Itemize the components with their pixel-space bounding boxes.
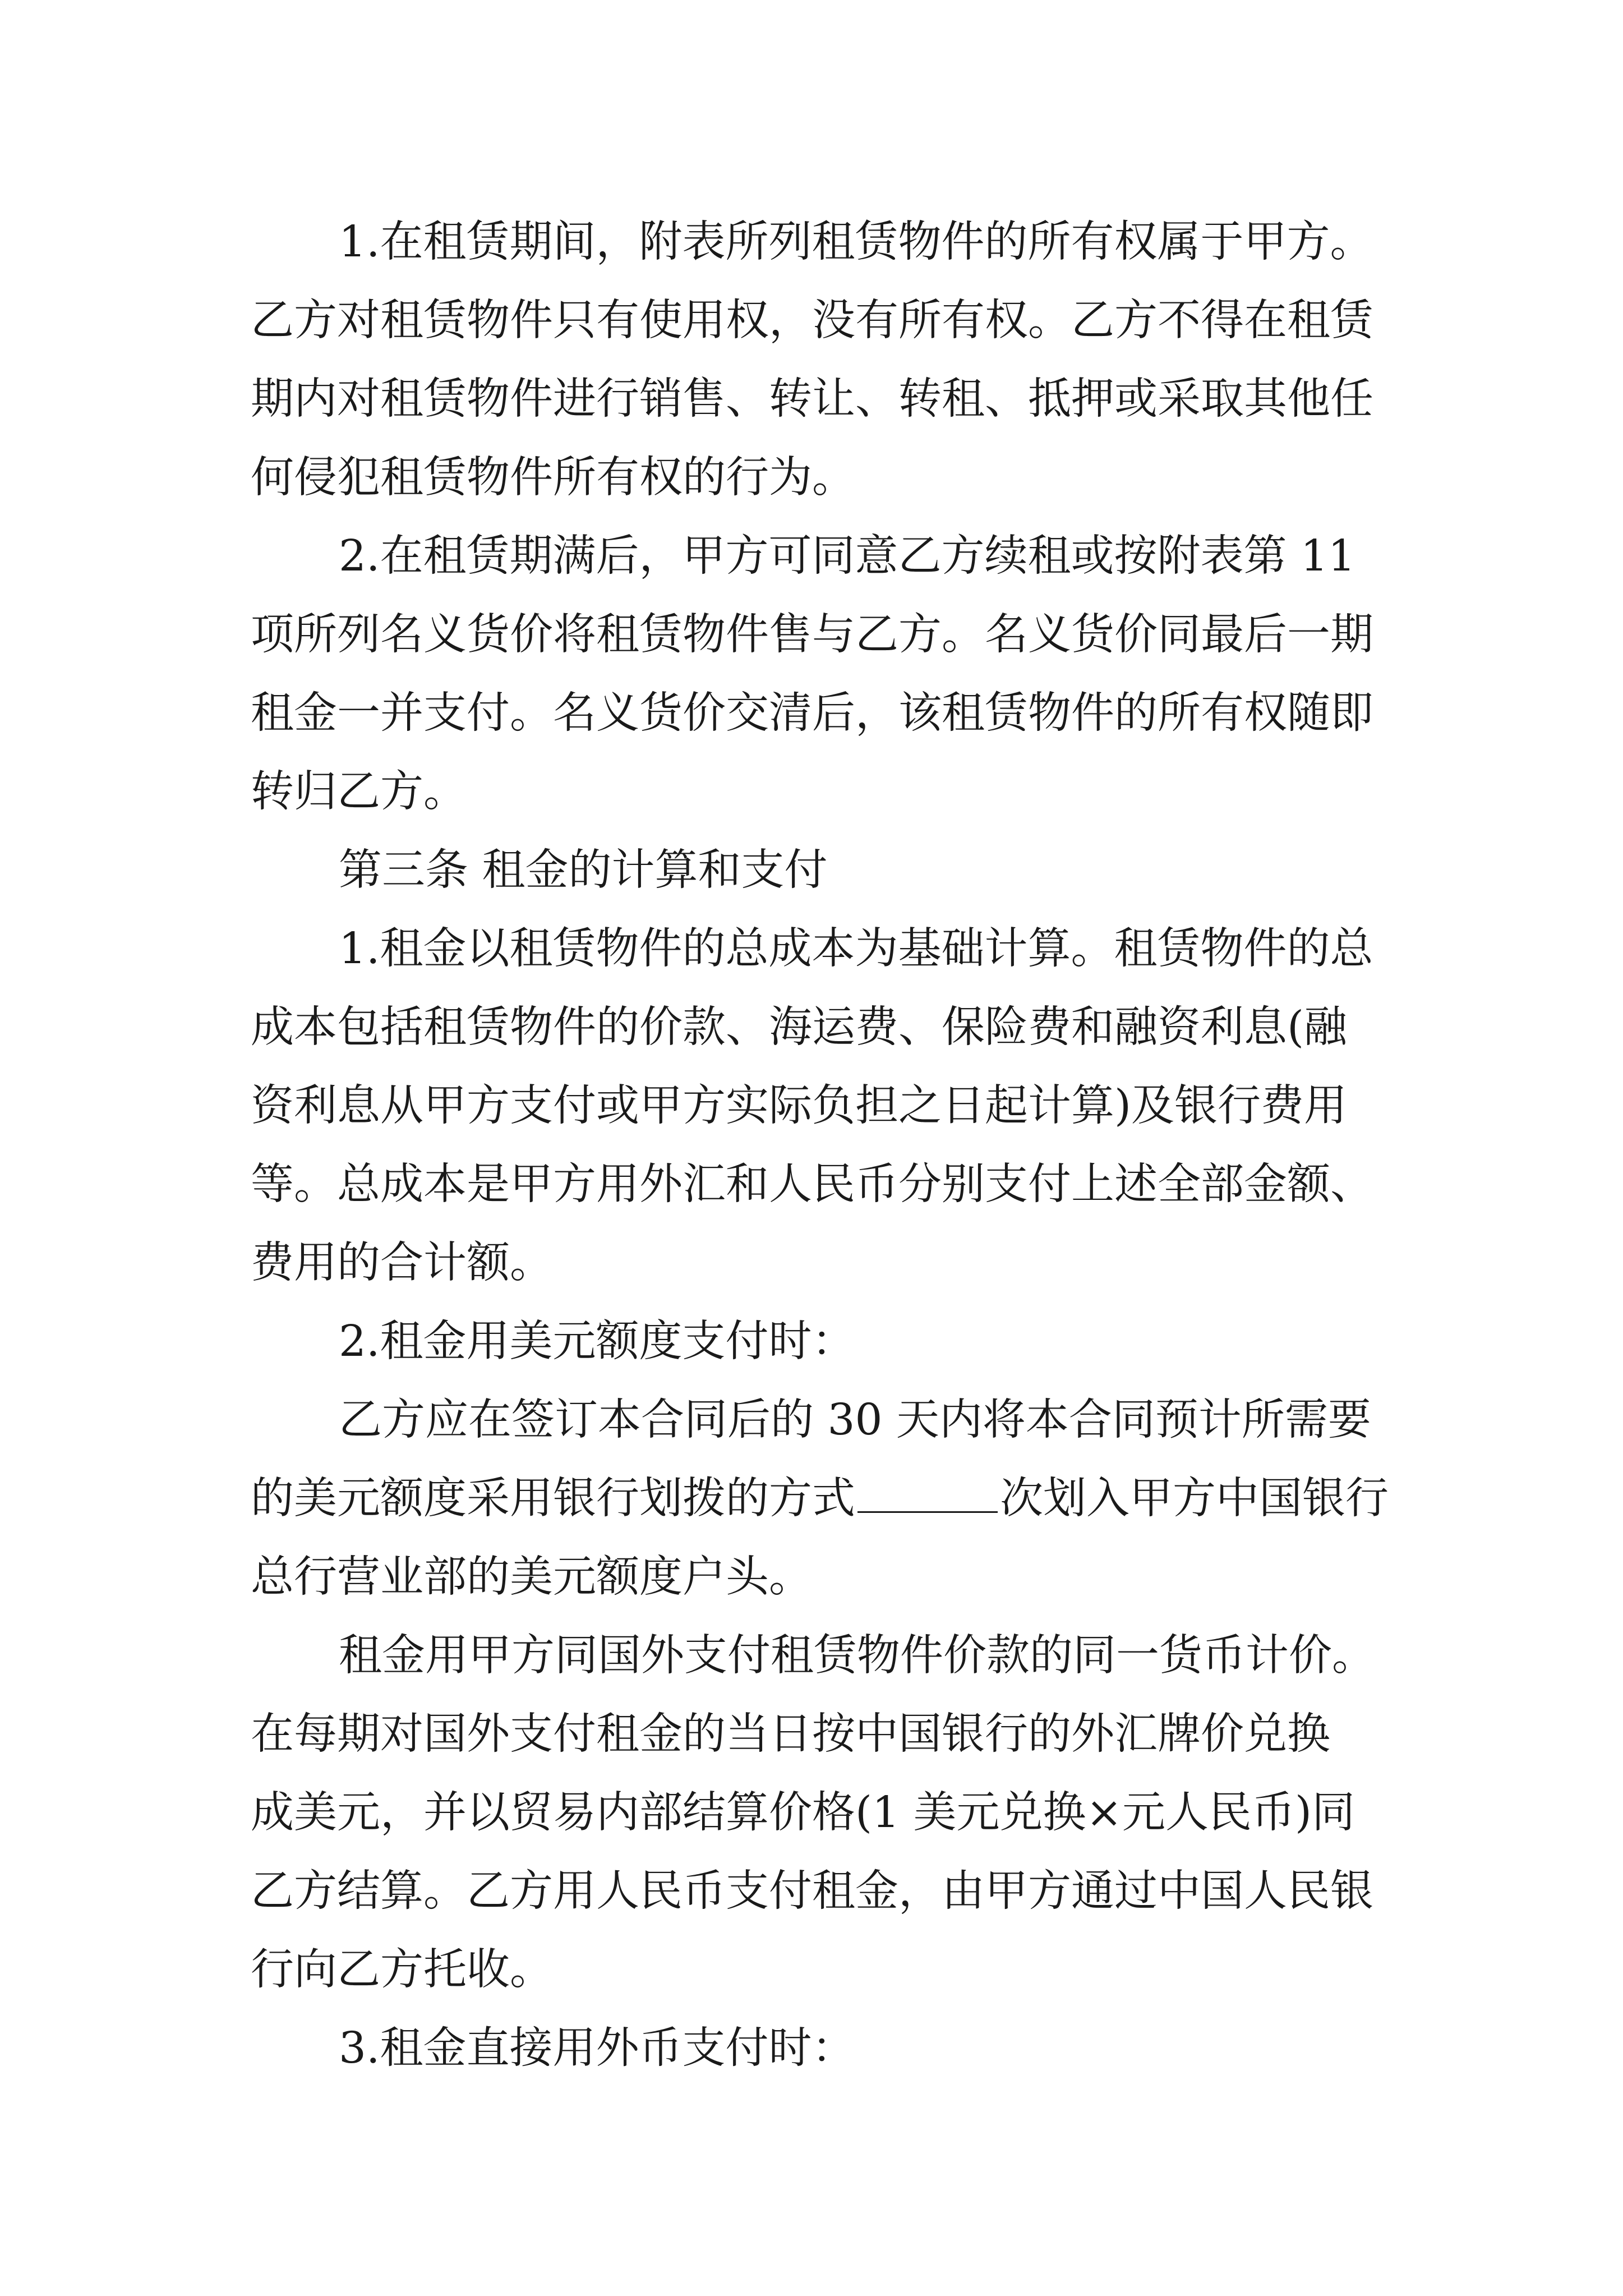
article-3-clause-1-line-1: 1.租金以租赁物件的总成本为基础计算。租赁物件的总	[339, 924, 1373, 974]
clause-2-line-3: 租金一并支付。名义货价交清后，该租赁物件的所有权随即	[251, 688, 1373, 738]
article-3-clause-2-para-2-line-3: 成美元，并以贸易内部结算价格(1 美元兑换×元人民币)同	[251, 1788, 1355, 1838]
line-text-after-blank: 次划入甲方中国银行	[1000, 1474, 1389, 1524]
article-3-clause-2-para-1-line-1: 乙方应在签订本合同后的 30 天内将本合同预计所需要	[339, 1395, 1371, 1445]
clause-2-line-4: 转归乙方。	[251, 767, 467, 817]
clause-2-line-2: 项所列名义货价将租赁物件售与乙方。名义货价同最后一期	[251, 610, 1373, 660]
article-3-clause-3-heading: 3.租金直接用外币支付时：	[339, 2023, 855, 2073]
article-3-clause-1-line-4: 等。总成本是甲方用外汇和人民币分别支付上述全部金额、	[251, 1159, 1373, 1209]
article-3-clause-1-line-2: 成本包括租赁物件的价款、海运费、保险费和融资利息(融	[251, 1002, 1348, 1052]
article-3-clause-2-heading: 2.租金用美元额度支付时：	[339, 1317, 855, 1366]
article-3-clause-1-line-3: 资利息从甲方支付或甲方实际负担之日起计算)及银行费用	[251, 1081, 1348, 1131]
clause-1-line-1: 1.在租赁期间，附表所列租赁物件的所有权属于甲方。	[339, 217, 1373, 267]
article-3-clause-2-para-2-line-1: 租金用甲方同国外支付租赁物件价款的同一货币计价。	[339, 1631, 1375, 1681]
fill-in-blank	[857, 1472, 998, 1513]
line-text-before-blank: 的美元额度采用银行划拨的方式	[251, 1474, 855, 1524]
article-3-clause-2-para-2-line-5: 行向乙方托收。	[251, 1945, 553, 1995]
article-3-clause-2-para-2-line-2: 在每期对国外支付租金的当日按中国银行的外汇牌价兑换	[251, 1709, 1330, 1759]
article-3-clause-2-para-1-line-3: 总行营业部的美元额度户头。	[251, 1552, 812, 1602]
article-3-clause-2-para-2-line-4: 乙方结算。乙方用人民币支付租金，由甲方通过中国人民银	[251, 1866, 1373, 1916]
clause-1-line-2: 乙方对租赁物件只有使用权，没有所有权。乙方不得在租赁	[251, 296, 1373, 346]
article-3-clause-1-line-5: 费用的合计额。	[251, 1238, 553, 1288]
clause-2-line-1: 2.在租赁期满后，甲方可同意乙方续租或按附表第 11	[339, 531, 1355, 581]
article-3-clause-2-para-1-line-2	[251, 1471, 1389, 1527]
section-heading-article-3: 第三条 租金的计算和支付	[339, 845, 828, 895]
clause-1-line-3: 期内对租赁物件进行销售、转让、转租、抵押或采取其他任	[251, 374, 1373, 424]
clause-1-line-4: 何侵犯租赁物件所有权的行为。	[251, 453, 855, 503]
